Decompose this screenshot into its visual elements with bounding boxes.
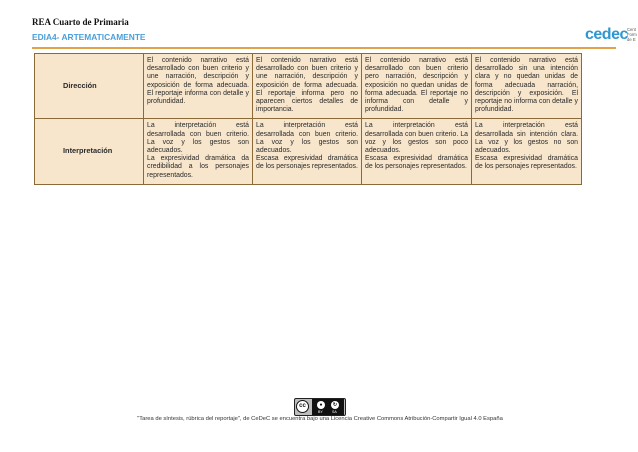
by-label: BY (318, 410, 323, 414)
level-cell (362, 119, 472, 184)
level-cell (253, 54, 362, 119)
document-subtitle: EDIA4- ARTEMATICAMENTE (32, 32, 146, 42)
cc-icon: cc (296, 400, 309, 413)
level-cell (144, 119, 253, 184)
cell-text: El contenido narrativo está desarrollado sin una intención clara y no quedan unidas de forma adecuada narración, descripción y exposición. El reportaje no informa con detalle y profundidad. (475, 57, 578, 114)
table-row (35, 119, 582, 184)
share-alike-icon: ↻ (332, 402, 338, 408)
cell-text: La interpretación está desarrollada con buen criterio. La voz y los gestos son adecuados. Escasa expresividad dramática de los personajes representados. (256, 122, 358, 171)
level-cell (472, 119, 582, 184)
level-cell (144, 54, 253, 119)
table-row (35, 54, 582, 119)
attribution-icon: ● (317, 401, 325, 409)
license-footer: "Tarea de síntesis, rúbrica del reportaje", de CeDeC se encuentra bajo una Licencia Creative Commons Atribución-Compartir Igual 4.0 España (137, 416, 503, 422)
cell-text: El contenido narrativo está desarrollado con buen criterio pero narración, descripción y exposición no quedan unidas de forma adecuada. El reportaje no informa con detalle y profundidad. (365, 57, 468, 114)
cc-badge-dark (312, 399, 344, 415)
creative-commons-badge[interactable] (294, 398, 346, 416)
logo-side-text: Cent Form de E (627, 27, 637, 43)
level-cell (472, 54, 582, 119)
criterion-cell: Interpretación (35, 119, 144, 184)
header-divider (32, 47, 616, 49)
logo-wordmark: cedec (585, 26, 628, 43)
cell-text: El contenido narrativo está desarrollado con buen criterio y une narración, descripción y exposición de forma adecuada. El reportaje informa pero no aparecen ciertos detalles de importancia. (256, 57, 358, 114)
cell-text: La interpretación está desarrollada sin intención clara. La voz y los gestos no son adecuados. Escasa expresividad dramática de los personajes representados. (475, 122, 578, 171)
cell-text: El contenido narrativo está desarrollado con buen criterio y une narración, descripción y exposición de forma adecuada. El reportaje informa con detalle y profundidad. (147, 57, 249, 106)
cell-text: La interpretación está desarrollada con buen criterio. La voz y los gestos son poco adecuados. Escasa expresividad dramática de los personajes representados. (365, 122, 468, 171)
cell-text: La interpretación está desarrollada con buen criterio. La voz y los gestos son adecuados. La expresividad dramática da credibilidad a los personajes representados. (147, 122, 249, 179)
document-title: REA Cuarto de Primaria (32, 17, 129, 27)
criterion-cell: Dirección (35, 54, 144, 119)
sa-label: SA (332, 410, 337, 414)
rubric-table (34, 53, 582, 185)
level-cell (362, 54, 472, 119)
cedec-logo (585, 26, 638, 46)
level-cell (253, 119, 362, 184)
